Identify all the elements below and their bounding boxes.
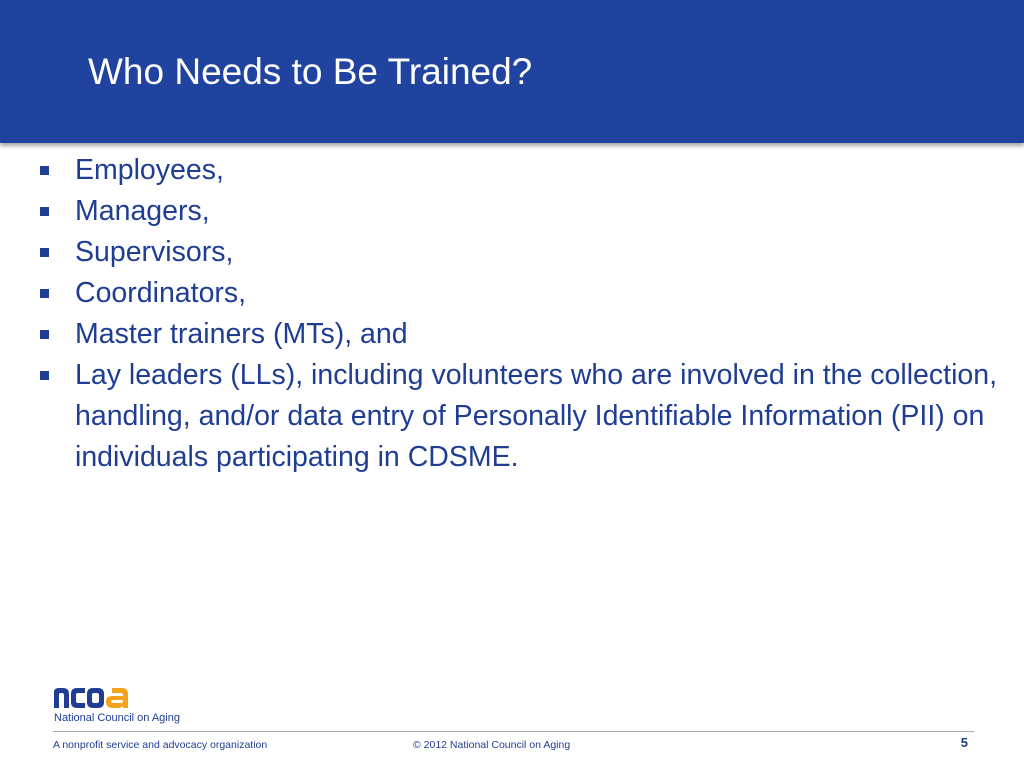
- square-bullet-icon: [40, 248, 49, 257]
- bullet-item: [38, 191, 1008, 232]
- slide-title: Who Needs to Be Trained?: [88, 51, 533, 92]
- bullet-text: Coordinators,: [75, 277, 247, 309]
- bullet-item: [38, 232, 1008, 273]
- bullet-text: Managers,: [75, 195, 210, 227]
- title-band: [0, 0, 1024, 143]
- bullet-text: Employees,: [75, 154, 224, 186]
- square-bullet-icon: [40, 166, 49, 175]
- page-number: 5: [960, 735, 968, 750]
- bullet-item: [38, 355, 1008, 478]
- square-bullet-icon: [40, 289, 49, 298]
- logo-subtitle: National Council on Aging: [54, 712, 180, 724]
- square-bullet-icon: [40, 330, 49, 339]
- square-bullet-icon: [40, 207, 49, 216]
- ncoa-logo: [53, 683, 193, 727]
- bullet-item: [38, 150, 1008, 191]
- bullet-item: [38, 314, 1008, 355]
- footer-divider: [53, 731, 974, 732]
- footer-copyright: © 2012 National Council on Aging: [413, 739, 571, 751]
- bullet-text: Master trainers (MTs), and: [75, 318, 408, 350]
- square-bullet-icon: [40, 371, 49, 380]
- footer-tagline: A nonprofit service and advocacy organization: [53, 739, 268, 751]
- bullet-list: [38, 150, 1008, 478]
- bullet-text: Supervisors,: [75, 236, 234, 268]
- ncoa-logo-mark: [53, 683, 135, 709]
- bullet-item: [38, 273, 1008, 314]
- bullet-text: Lay leaders (LLs), including volunteers who are involved in the collection, handling, and/or data entry of Personally Identifiable Information (PII) on individuals participating in CDSME.: [75, 359, 998, 473]
